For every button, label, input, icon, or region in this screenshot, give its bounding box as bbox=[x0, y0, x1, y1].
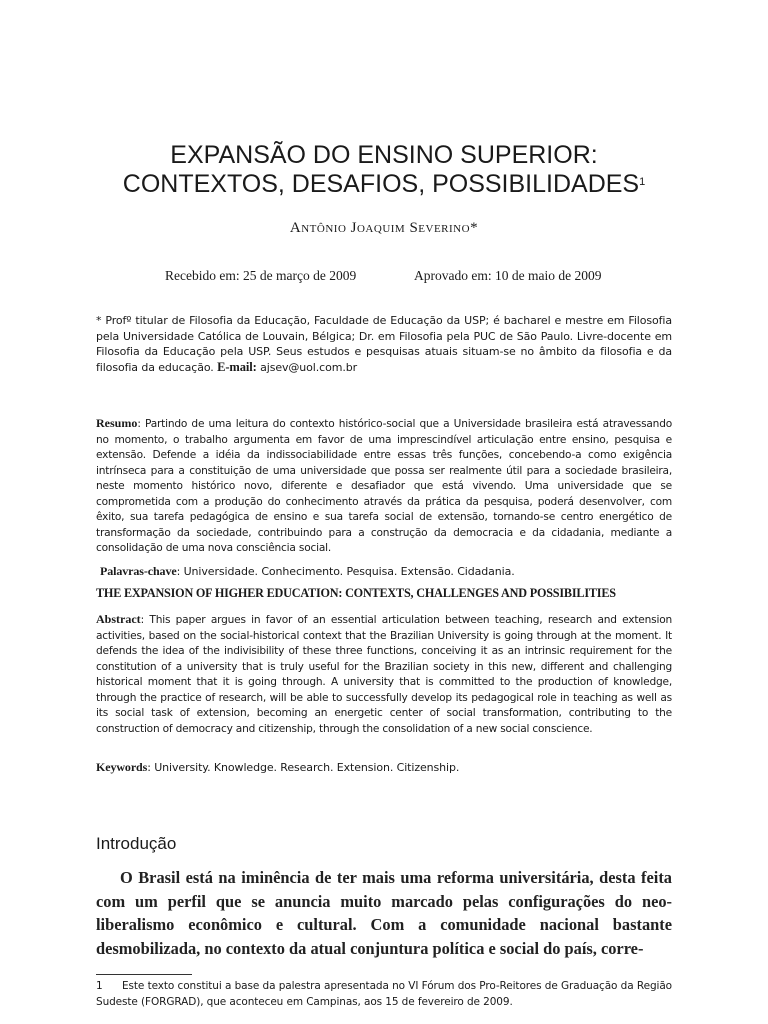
title-line-2 bbox=[0, 169, 768, 199]
affiliation-text: * Profº titular de Filosofia da Educação, Faculdade de Educação da USP; é bacharel e mestre em Filosofia pela Universidade Católica de Louvain, Bélgica; Dr. em Filosofia pela PUC de São Paulo. Livre-docente em Filosofia da Educação pela USP. Seus estudos e pesquisas atuais situam-se no âmbito da filosofia e da filosofia da educação. bbox=[96, 314, 672, 374]
abstract-block: Abstract: This paper argues in favor of an essential articulation between teaching, research and extension activities, based on the social-historical context that the Brazilian University is going through at the moment. It defends the idea of the indivisibility of these three functions, conceiving it as an intrinsic requirement for the constitution of a university that is truly useful for the Brazilian society in this new, different and challenging historical moment that it is going through. A university that is committed to the production of knowledge, through the practice of research, will be able to successfully develop its pedagogical role in teaching as well as its social task of extension, becoming an energetic center of social transformation, contributing to the construction of democracy and citizenship, through the consolidation of a new social conscience. bbox=[96, 612, 672, 735]
resumo-label: Resumo bbox=[96, 416, 138, 430]
keywords-text: University. Knowledge. Research. Extension. Citizenship. bbox=[154, 761, 460, 774]
resumo-text: Partindo de uma leitura do contexto histórico-social que a Universidade brasileira está atravessando no momento, o trabalho argumenta em favor de uma imprescindível articulação entre ensino, pesquisa e extensão. Defende a idéia da indissociabilidade entre essas três funções, concebendo-a como exigência intrínseca para a constituição de uma universidade que possa ser realmente útil para a sociedade brasileira, neste momento histórico novo, diferente e desafiador que está vivendo. Uma universidade que se comprometida com a produção do conhecimento através da prática da pesquisa, poderá desenvolver, com êxito, sua tarefa pedagógica de ensino e sua tarefa social de extensão, tornando-se centro energético de transformação da sociedade, contribuindo para a construção da democracia e da cidadania, mediante a consolidação de uma nova consciência social. bbox=[96, 418, 673, 554]
keywords: Keywords: University. Knowledge. Research. Extension. Citizenship. bbox=[96, 760, 460, 774]
title-footnote-mark: 1 bbox=[639, 176, 646, 188]
palavras-chave-label: Palavras-chave bbox=[100, 564, 177, 578]
footnote-text: Este texto constitui a base da palestra apresentada no VI Fórum dos Pro-Reitores de Graduação da Região Sudeste (FORGRAD), que aconteceu em Campinas, aos 15 de fevereiro de 2009. bbox=[96, 980, 672, 1008]
intro-paragraph: O Brasil está na iminência de ter mais uma reforma universitária, desta feita com um perfil que se anuncia muito marcado pelas configurações do neo-liberalismo econômico e cultural. Com a comunidade nacional bastante desmobilizada, no contexto da atual conjuntura política e social do país, corre- bbox=[96, 868, 672, 958]
approved-date: Aprovado em: 10 de maio de 2009 bbox=[414, 268, 602, 283]
email-label: E-mail: bbox=[217, 359, 257, 374]
abstract-text: This paper argues in favor of an essential articulation between teaching, research and extension activities, based on the social-historical context that the Brazilian University is going through at the moment. It defends the idea of the indivisibility of these three functions, conceiving it as an intrinsic requirement for the constitution of a university that is truly useful for the Brazilian society in this new, different and challenging historical moment that it is going through. A university that is committed to the production of knowledge, through the practice of research, will be able to successfully develop its pedagogical role in teaching as well as its social task of extension, becoming an energetic center of social transformation, contributing to the construction of democracy and citizenship, through the consolidation of a new social conscience. bbox=[96, 614, 672, 735]
footnote-number: 1 bbox=[96, 980, 103, 992]
title-line-1: EXPANSÃO DO ENSINO SUPERIOR: bbox=[170, 141, 598, 169]
footnote-rule bbox=[96, 974, 192, 975]
english-title: THE EXPANSION OF HIGHER EDUCATION: CONTEXTS, CHALLENGES AND POSSIBILITIES bbox=[96, 586, 616, 600]
footnote bbox=[96, 978, 672, 1010]
author-name: Antônio Joaquim Severino* bbox=[289, 220, 479, 236]
abstract-label: Abstract bbox=[96, 612, 141, 626]
palavras-chave-text: Universidade. Conhecimento. Pesquisa. Extensão. Cidadania. bbox=[183, 565, 515, 578]
resumo-block: Resumo: Partindo de uma leitura do contexto histórico-social que a Universidade brasileira está atravessando no momento, o trabalho argumenta em favor de uma imprescindível articulação entre ensino, pesquisa e extensão. Defende a idéia da indissociabilidade entre essas três funções, concebendo-a como exigência intrínseca para a constituição de uma universidade que possa ser realmente útil para a sociedade brasileira, neste momento histórico novo, diferente e desafiador que está vivendo. Uma universidade que se comprometida com a produção do conhecimento através da prática da pesquisa, poderá desenvolver, com êxito, sua tarefa pedagógica de ensino e sua tarefa social de extensão, tornando-se centro energético de transformação da sociedade, contribuindo para a construção da democracia e da cidadania, mediante a consolidação de uma nova consciência social. bbox=[96, 416, 673, 554]
keywords-label: Keywords bbox=[96, 760, 148, 774]
palavras-chave: Palavras-chave: Universidade. Conhecimento. Pesquisa. Extensão. Cidadania. bbox=[100, 564, 515, 578]
section-heading-introducao: Introdução bbox=[96, 834, 177, 853]
title-line-2-text: CONTEXTOS, DESAFIOS, POSSIBILIDADES bbox=[122, 170, 640, 198]
author-affiliation bbox=[96, 313, 672, 375]
received-date: Recebido em: 25 de março de 2009 bbox=[165, 268, 357, 283]
author-email: ajsev@uol.com.br bbox=[260, 360, 358, 374]
